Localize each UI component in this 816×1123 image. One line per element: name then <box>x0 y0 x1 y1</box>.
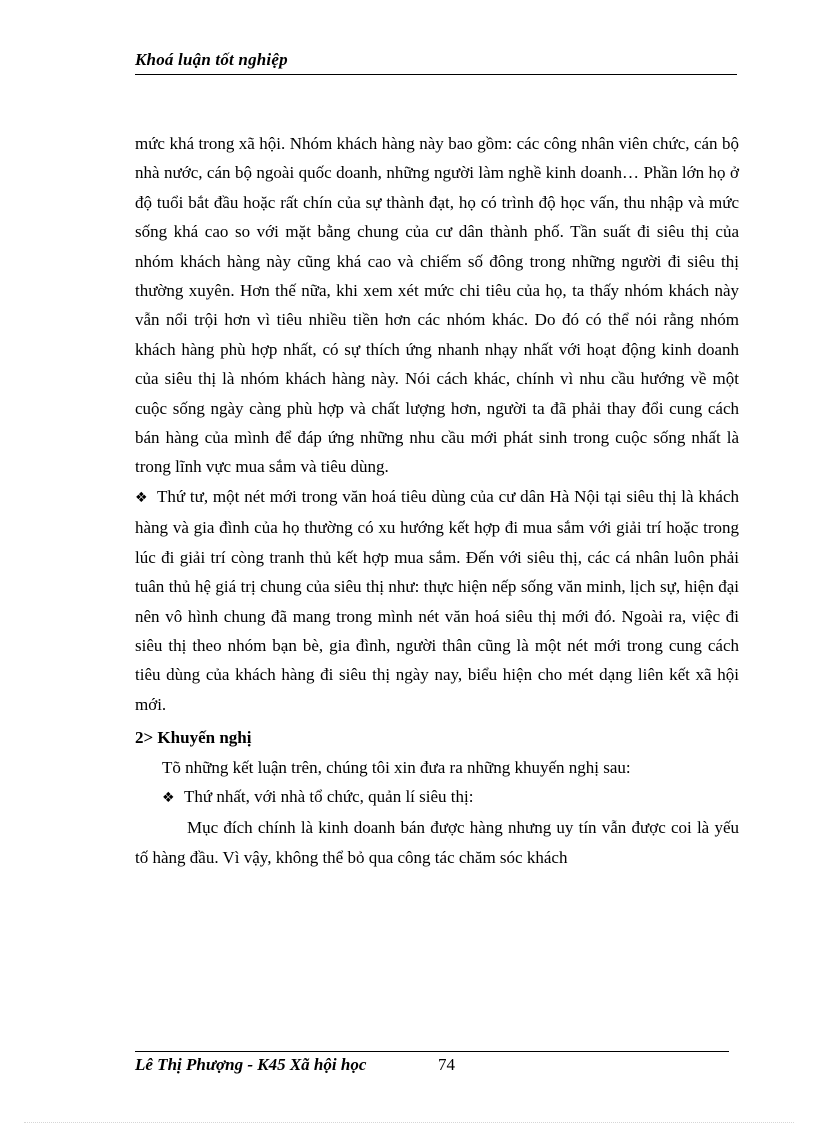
paragraph-1: mức khá trong xã hội. Nhóm khách hàng này bao gồm: các công nhân viên chức, cán bộ nhà nước, cán bộ ngoài quốc doanh, những người làm nghề kinh doanh… Phần lớn họ ở độ tuổi bắt đầu hoặc rất chín của sự thành đạt, họ có trình độ học vấn, thu nhập và mức sống khá cao so với mặt bằng chung của cư dân thành phố. Tần suất đi siêu thị của nhóm khách hàng này cũng khá cao và chiếm số đông trong những người đi siêu thị thường xuyên. Hơn thế nữa, khi xem xét mức chi tiêu của họ, ta thấy nhóm khách này vẫn nổi trội hơn vì tiêu nhiều tiền hơn các nhóm khác. Do đó có thể nói rằng nhóm khách hàng phù hợp nhất, có sự thích ứng nhanh nhạy nhất với hoạt động kinh doanh của siêu thị là nhóm khách hàng này. Nói cách khác, chính vì nhu cầu hướng về một cuộc sống ngày càng phù hợp và chất lượng hơn, người ta đã phải thay đổi cung cách bán hàng của mình để đáp ứng những nhu cầu mới phát sinh trong cuộc sống nhất là trong lĩnh vực mua sắm và tiêu dùng. <box>135 134 739 477</box>
bullet-paragraph-2 <box>135 482 739 719</box>
diamond-bullet-icon: ❖ <box>162 789 175 806</box>
bullet-item-3-text: Thứ nhất, với nhà tổ chức, quản lí siêu thị: <box>184 786 474 806</box>
footer-rule <box>135 1051 729 1052</box>
paragraph-4: Mục đích chính là kinh doanh bán được hàng nhưng uy tín vẫn được coi là yếu tố hàng đầu. Vì vậy, không thể bỏ qua công tác chăm sóc khách <box>135 818 739 867</box>
diamond-bullet-icon: ❖ <box>135 489 148 506</box>
section-heading: 2> Khuyến nghị <box>135 728 252 748</box>
bullet-item-3 <box>135 782 739 813</box>
intro-line: Tõ những kết luận trên, chúng tôi xin đưa ra những khuyến nghị sau: <box>162 757 631 777</box>
page-number: 74 <box>438 1055 455 1074</box>
footer-author: Lê Thị Phượng - K45 Xã hội học <box>135 1055 367 1074</box>
running-header-title: Khoá luận tốt nghiệp <box>135 50 288 69</box>
bullet-paragraph-2-text: Thứ tư, một nét mới trong văn hoá tiêu dùng của cư dân Hà Nội tại siêu thị là khách hàng và gia đình của họ thường có xu hướng kết hợp đi mua sắm với giải trí hoặc trong lúc đi giải trí còng tranh thủ kết hợp mua sắm. Đến với siêu thị, các cá nhân luôn phải tuân thủ hệ giá trị chung của siêu thị như: thực hiện nếp sống văn minh, lịch sự, hiện đại nên vô hình chung đã mang trong mình nét văn hoá siêu thị mới đó. Ngoài ra, việc đi siêu thị theo nhóm bạn bè, gia đình, người thân cũng là một nét mới trong cung cách tiêu dùng của khách hàng đi siêu thị ngày nay, biểu hiện cho mét dạng liên kết xã hội mới. <box>135 486 739 714</box>
body-text <box>135 129 739 872</box>
header-rule <box>135 74 737 75</box>
